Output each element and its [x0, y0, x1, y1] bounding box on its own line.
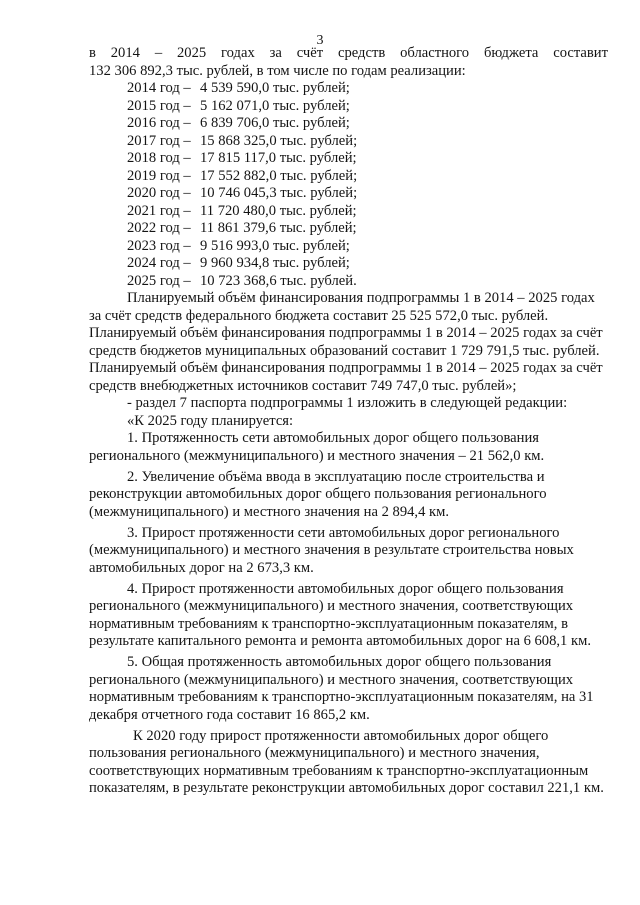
- year-label: 2014 год –: [127, 80, 191, 96]
- year-row: [127, 255, 608, 273]
- targets-list: [89, 430, 608, 724]
- intro-line-2: 132 306 892,3 тыс. рублей, в том числе по годам реализации:: [89, 62, 466, 79]
- year-amount: 15 868 325,0 тыс. рублей;: [200, 132, 358, 149]
- year-row: [127, 185, 608, 203]
- year-amount: 17 552 882,0 тыс. рублей;: [200, 167, 358, 184]
- target-item: 4. Прирост протяженности автомобильных дорог общего пользования регионального (межмуниципального) и местного значения, соответствующих нормативным требованиям к транспортно-эксплуатационным показателям, в результате капитального ремонта и ремонта автомобильных дорог на 6 608,1 км.: [89, 580, 591, 649]
- year-row: [127, 80, 608, 98]
- year-label: 2016 год –: [127, 115, 191, 131]
- target-item: 2. Увеличение объёма ввода в эксплуатацию после строительства и реконструкции автомобильных дорог общего пользования регионального (межмуниципального) и местного значения на 2 894,4 км.: [89, 468, 547, 520]
- target-item: 1. Протяженность сети автомобильных дорог общего пользования регионального (межмуниципального) и местного значения – 21 562,0 км.: [89, 430, 545, 464]
- year-row: [127, 220, 608, 238]
- year-label: 2019 год –: [127, 167, 191, 184]
- year-amount: 11 861 379,6 тыс. рублей;: [200, 220, 357, 236]
- year-label: 2021 год –: [127, 202, 191, 219]
- year-amount: 9 516 993,0 тыс. рублей;: [200, 237, 350, 254]
- year-row: [127, 115, 608, 133]
- year-label: 2020 год –: [127, 185, 191, 201]
- year-amount: 10 746 045,3 тыс. рублей;: [200, 185, 358, 201]
- year-amount: 10 723 368,6 тыс. рублей.: [200, 272, 357, 289]
- page-number: 3: [316, 33, 324, 48]
- target-item: 3. Прирост протяженности сети автомобильных дорог регионального (межмуниципального) и местного значения в результате строительства новых автомобильных дорог на 2 673,3 км.: [89, 524, 574, 576]
- funding-paragraph: Планируемый объём финансирования подпрограммы 1 в 2014 – 2025 годах за счёт средств федерального бюджета составит 25 525 572,0 тыс. рублей. Планируемый объём финансирования подпрограммы 1 в 2014 – 2025 годах за счёт средств бюджетов муниципальных образований составит 1 729 791,5 тыс. рублей. Планируемый объём финансирования подпрограммы 1 в 2014 – 2025 годах за счёт средств внебюджетных источников составит 749 747,0 тыс. рублей»;: [89, 290, 603, 394]
- year-label: 2025 год –: [127, 272, 191, 289]
- yearly-funding-list: [127, 80, 608, 290]
- intro-line-1: в 2014 – 2025 годах за счёт средств областного бюджета составит: [89, 45, 608, 61]
- year-label: 2017 год –: [127, 132, 191, 149]
- year-row: [127, 133, 608, 151]
- document-body: [89, 45, 608, 798]
- target-item: 5. Общая протяженность автомобильных дорог общего пользования регионального (межмуниципального) и местного значения, соответствующих нормативным требованиям к транспортно-эксплуатационным показателям, на 31 декабря отчетного года составит 16 865,2 км.: [89, 654, 594, 723]
- section-7-line: - раздел 7 паспорта подпрограммы 1 изложить в следующей редакции:: [127, 395, 568, 411]
- year-amount: 17 815 117,0 тыс. рублей;: [200, 150, 357, 166]
- year-amount: 11 720 480,0 тыс. рублей;: [200, 202, 357, 219]
- final-paragraph: К 2020 году прирост протяженности автомобильных дорог общего пользования регионального (межмуниципального) и местного значения, соответствующих нормативным требованиям к транспортно-эксплуатационным показателям, в результате реконструкции автомобильных дорог составил 221,1 км.: [89, 727, 604, 796]
- year-amount: 4 539 590,0 тыс. рублей;: [200, 80, 350, 96]
- year-row: [127, 238, 608, 256]
- year-label: 2024 год –: [127, 255, 191, 271]
- year-amount: 5 162 071,0 тыс. рублей;: [200, 97, 350, 114]
- year-label: 2022 год –: [127, 220, 191, 236]
- year-row: [127, 98, 608, 116]
- year-amount: 9 960 934,8 тыс. рублей;: [200, 255, 350, 271]
- year-amount: 6 839 706,0 тыс. рублей;: [200, 115, 350, 131]
- year-label: 2023 год –: [127, 237, 191, 254]
- year-row: [127, 150, 608, 168]
- quote-start: «К 2025 году планируется:: [127, 412, 294, 429]
- year-label: 2015 год –: [127, 97, 191, 114]
- year-label: 2018 год –: [127, 150, 191, 166]
- year-row: [127, 168, 608, 186]
- year-row: [127, 203, 608, 221]
- year-row: [127, 273, 608, 291]
